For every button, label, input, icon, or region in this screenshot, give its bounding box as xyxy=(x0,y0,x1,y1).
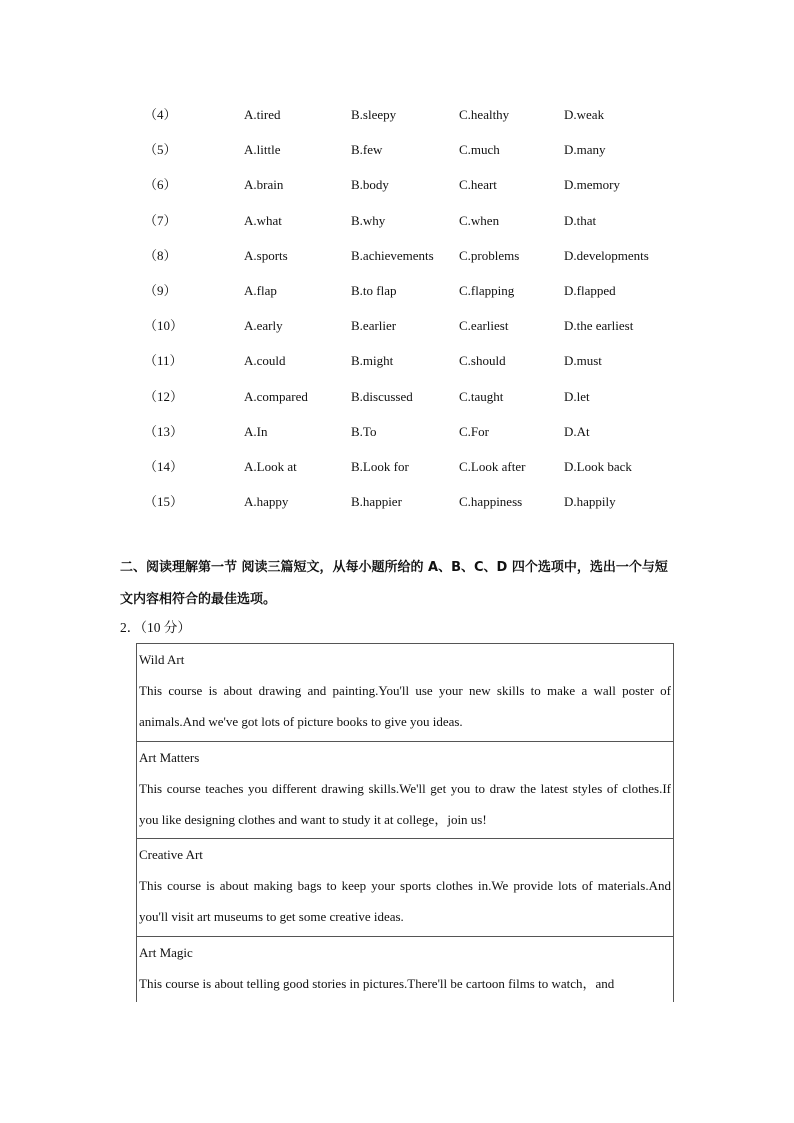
option-row xyxy=(0,273,794,308)
option-row xyxy=(0,132,794,167)
question-number: （8） xyxy=(144,247,177,263)
question-number: （5） xyxy=(144,142,177,158)
option-row xyxy=(0,167,794,202)
option-d: D.many xyxy=(564,142,606,158)
option-d: D.the earliest xyxy=(564,318,634,334)
question-number: （10） xyxy=(144,318,184,334)
option-d: D.At xyxy=(564,423,590,439)
option-d: D.that xyxy=(564,212,597,228)
option-row xyxy=(0,414,794,449)
question-number: （12） xyxy=(144,388,184,404)
option-b: B.to flap xyxy=(351,282,397,298)
option-b: B.body xyxy=(351,177,389,193)
option-row xyxy=(0,238,794,273)
question-number: （4） xyxy=(144,107,177,122)
option-c: C.problems xyxy=(459,247,520,263)
course-description: This course is about drawing and painting.You'll use your new skills to make a wall poster of animals.And we've got lots of picture books to give you ideas. xyxy=(139,683,671,729)
option-a: A.what xyxy=(244,212,282,228)
question-number: （9） xyxy=(144,282,177,298)
option-row xyxy=(0,449,794,484)
course-name: Creative Art xyxy=(139,847,203,862)
option-d: D.happily xyxy=(564,494,616,510)
question-number: （11） xyxy=(144,353,183,369)
course-cell xyxy=(137,937,673,1003)
option-c: C.taught xyxy=(459,388,504,404)
option-c: C.happiness xyxy=(459,494,523,510)
option-a: A.brain xyxy=(244,177,284,193)
option-d: D.let xyxy=(564,388,590,404)
question-label: 2．（10 分） xyxy=(120,620,191,635)
course-name: Art Matters xyxy=(139,749,200,765)
course-table xyxy=(136,643,674,1002)
question-number: （13） xyxy=(144,423,184,439)
option-c: C.Look after xyxy=(459,458,526,474)
option-row xyxy=(0,343,794,378)
option-b: B.Look for xyxy=(351,458,409,474)
option-c: C.should xyxy=(459,353,506,369)
option-d: D.must xyxy=(564,353,602,369)
option-d: D.weak xyxy=(564,107,605,122)
option-d: D.Look back xyxy=(564,458,632,474)
course-name: Art Magic xyxy=(139,944,193,960)
option-b: B.few xyxy=(351,142,383,158)
option-c: C.much xyxy=(459,142,500,158)
option-a: A.Look at xyxy=(244,458,297,474)
option-c: C.earliest xyxy=(459,318,509,334)
option-a: A.tired xyxy=(244,107,281,122)
option-c: C.when xyxy=(459,212,500,228)
option-c: C.flapping xyxy=(459,282,515,298)
option-row xyxy=(0,379,794,414)
option-a: A.In xyxy=(244,423,268,439)
option-row xyxy=(0,97,794,132)
question-number: （15） xyxy=(144,494,184,510)
course-cell xyxy=(137,742,673,840)
option-row xyxy=(0,308,794,343)
course-description: This course is about telling good stories in pictures.There'll be cartoon films to watch，and xyxy=(139,975,615,991)
option-b: B.why xyxy=(351,212,386,228)
option-d: D.developments xyxy=(564,247,649,263)
question-number: （6） xyxy=(144,177,177,193)
course-description: This course teaches you different drawing skills.We'll get you to draw the latest styles of clothes.If you like designing clothes and want to study it at college，join us! xyxy=(139,780,671,827)
option-d: D.memory xyxy=(564,177,620,193)
option-c: C.heart xyxy=(459,177,497,193)
option-a: A.sports xyxy=(244,247,288,263)
section-heading: 二、阅读理解第一节 阅读三篇短文，从每小题所给的 A、B、C、D 四个选项中，选出一个与短文内容相符合的最佳选项。 xyxy=(120,560,668,607)
option-a: A.happy xyxy=(244,494,289,510)
option-a: A.could xyxy=(244,353,286,369)
answer-options-list xyxy=(0,97,794,519)
option-a: A.little xyxy=(244,142,281,158)
option-row xyxy=(0,203,794,238)
course-description: This course is about making bags to keep your sports clothes in.We provide lots of materials.And you'll visit art museums to get some creative ideas. xyxy=(139,878,671,924)
option-b: B.earlier xyxy=(351,318,397,334)
option-a: A.compared xyxy=(244,388,308,404)
option-c: C.For xyxy=(459,423,489,439)
option-b: B.sleepy xyxy=(351,107,397,122)
question-number: （14） xyxy=(144,458,184,474)
course-name: Wild Art xyxy=(139,652,185,667)
option-b: B.To xyxy=(351,423,377,439)
option-a: A.early xyxy=(244,318,283,334)
option-a: A.flap xyxy=(244,282,277,298)
option-b: B.happier xyxy=(351,494,402,510)
option-c: C.healthy xyxy=(459,107,510,122)
option-b: B.might xyxy=(351,353,394,369)
option-b: B.achievements xyxy=(351,247,434,263)
option-row xyxy=(0,484,794,519)
option-d: D.flapped xyxy=(564,282,616,298)
question-number: （7） xyxy=(144,212,177,228)
option-b: B.discussed xyxy=(351,388,413,404)
course-cell xyxy=(137,839,673,937)
course-cell xyxy=(137,644,673,742)
